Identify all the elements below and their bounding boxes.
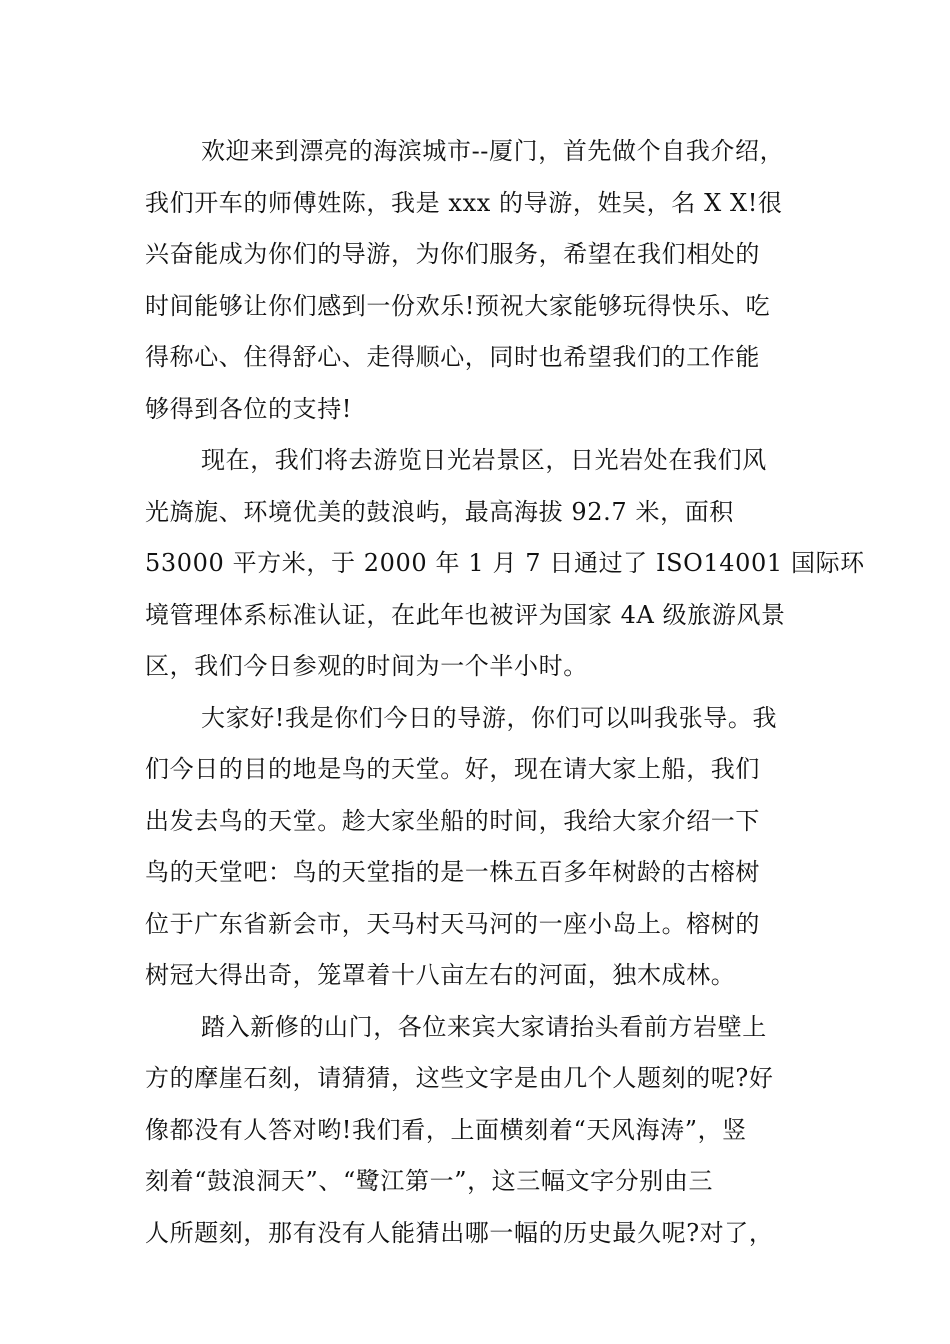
text-line: 鸟的天堂吧：鸟的天堂指的是一株五百多年树龄的古榕树	[145, 858, 760, 886]
paragraph-1	[145, 126, 810, 435]
text-line: 境管理体系标准认证，在此年也被评为国家 4A 级旅游风景	[145, 600, 786, 629]
text-line: 踏入新修的山门，各位来宾大家请抬头看前方岩壁上	[201, 1012, 767, 1041]
text-line: 出发去鸟的天堂。趁大家坐船的时间，我给大家介绍一下	[145, 806, 760, 835]
text-line: 像都没有人答对哟!我们看，上面横刻着“天风海涛”，竖	[145, 1115, 747, 1144]
text-line: 53000 平方米，于 2000 年 1 月 7 日通过了 ISO14001 国际环	[145, 549, 865, 577]
text-line: 时间能够让你们感到一份欢乐!预祝大家能够玩得快乐、吃	[145, 291, 771, 320]
text-line: 位于广东省新会市，天马村天马河的一座小岛上。榕树的	[145, 909, 760, 938]
text-line: 方的摩崖石刻，请猜猜，这些文字是由几个人题刻的呢?好	[145, 1064, 774, 1092]
text-line: 兴奋能成为你们的导游，为你们服务，希望在我们相处的	[145, 240, 760, 268]
text-line: 刻着“鼓浪洞天”、“鹭江第一”，这三幅文字分别由三	[145, 1167, 714, 1195]
document-body	[145, 126, 865, 1259]
paragraph-2	[145, 435, 865, 693]
text-line: 树冠大得出奇，笼罩着十八亩左右的河面，独木成林。	[145, 961, 736, 989]
text-line: 大家好!我是你们今日的导游，你们可以叫我张导。我	[201, 703, 778, 732]
text-line: 区，我们今日参观的时间为一个半小时。	[145, 652, 588, 680]
text-line: 现在，我们将去游览日光岩景区，日光岩处在我们风	[201, 446, 767, 474]
text-line: 得称心、住得舒心、走得顺心，同时也希望我们的工作能	[145, 343, 760, 371]
paragraph-3	[145, 693, 810, 1002]
text-line: 欢迎来到漂亮的海滨城市--厦门，首先做个自我介绍，	[201, 137, 785, 165]
text-line: 光旖旎、环境优美的鼓浪屿，最高海拔 92.7 米，面积	[145, 497, 734, 526]
text-line: 们今日的目的地是鸟的天堂。好，现在请大家上船，我们	[145, 755, 760, 783]
text-line: 人所题刻，那有没有人能猜出哪一幅的历史最久呢?对了，	[145, 1218, 774, 1247]
text-line: 够得到各位的支持!	[145, 394, 353, 423]
text-line: 我们开车的师傅姓陈，我是 xxx 的导游，姓吴，名 X X!很	[145, 188, 783, 217]
paragraph-4	[145, 1002, 810, 1260]
